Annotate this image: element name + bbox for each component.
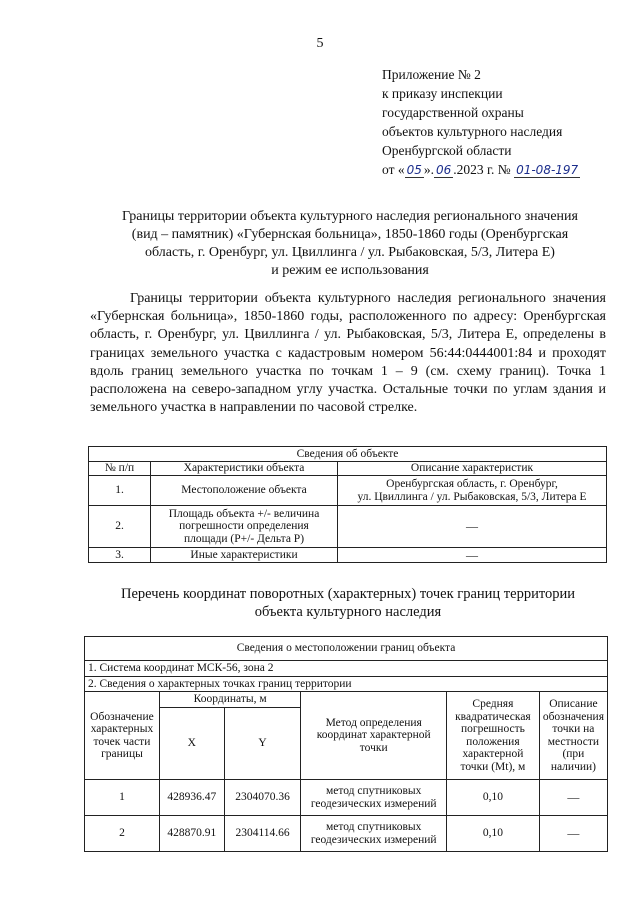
header-line: Средняя xyxy=(472,698,514,710)
header-description xyxy=(539,692,607,780)
appendix-line: Приложение № 2 xyxy=(382,67,481,82)
page-number: 5 xyxy=(316,36,324,51)
point-description: — xyxy=(539,780,607,816)
coord-system: 1. Система координат МСК-56, зона 2 xyxy=(85,661,608,677)
appendix-date-line xyxy=(382,160,580,179)
header-line: точки (Mt), м xyxy=(460,760,526,773)
header-line: характерных xyxy=(90,723,154,735)
table-row xyxy=(89,476,607,506)
header-line: (при xyxy=(562,748,585,760)
table-row xyxy=(85,780,608,816)
char-line: Площадь объекта +/- величина xyxy=(168,507,320,520)
title-line: область, г. Оренбург, ул. Цвиллинга / ул. Рыбаковская, 5/3, Литера Е) xyxy=(145,245,555,260)
appendix-line: государственной охраны xyxy=(382,105,524,120)
header-point xyxy=(85,692,160,780)
row-desc: — xyxy=(338,548,607,563)
char-line: погрешности определения xyxy=(179,520,309,533)
header-line: местности xyxy=(547,735,600,748)
header-error xyxy=(447,692,540,780)
header-line: обозначения xyxy=(542,710,604,723)
mt-value: 0,10 xyxy=(447,816,540,852)
header-line: Метод определения xyxy=(325,716,422,729)
desc-line: Оренбургская область, г. Оренбург, xyxy=(386,478,558,490)
char-line: площади (P+/- Дельта P) xyxy=(183,532,305,545)
document-title xyxy=(90,208,610,280)
intro-paragraph: Границы территории объекта культурного наследия регионального значения «Губернская больница», 1850-1860 годы, расположенного по адресу: Оренбургская область, г. Оренбург, ул. Цвиллинга / ул. Рыбаковская, 5/3, Литера Е, определены в границах земельного участка с кадастровым номером 56:44:0444001:84 и проходят вдоль границ земельного участка по точкам 1 – 9 (см. схему границ). Точка 1 расположена на северо-западном углу участка. Остальные точки по углам здания и земельного участка в направлении по часовой стрелке. xyxy=(90,291,606,416)
coord-x: 428870.91 xyxy=(159,816,224,852)
header-line: точек части xyxy=(93,735,151,748)
method xyxy=(301,780,447,816)
appendix-line: объектов культурного наследия xyxy=(382,124,563,139)
method-line: геодезических измерений xyxy=(310,797,437,810)
object-header-desc: Описание характеристик xyxy=(338,462,607,476)
row-char: Иные характеристики xyxy=(151,548,338,563)
method-line: геодезических измерений xyxy=(310,833,437,846)
object-table-caption: Сведения об объекте xyxy=(89,447,607,462)
list-title-line: Перечень координат поворотных (характерных) точек границ территории xyxy=(120,586,576,602)
list-title-line: объекта культурного наследия xyxy=(254,604,442,620)
header-line: Описание xyxy=(549,698,598,710)
coord-y: 2304070.36 xyxy=(224,780,301,816)
coordinates-list-title xyxy=(88,585,608,621)
coord-y: 2304114.66 xyxy=(224,816,301,852)
header-line: точки xyxy=(359,741,388,754)
header-line: границы xyxy=(101,748,143,760)
row-char xyxy=(151,506,338,548)
mt-value: 0,10 xyxy=(447,780,540,816)
header-method xyxy=(301,692,447,780)
row-desc xyxy=(338,476,607,506)
handwritten-doc-number: 01-08-197 xyxy=(516,163,579,177)
header-line: Обозначение xyxy=(90,710,154,723)
desc-line: ул. Цвиллинга / ул. Рыбаковская, 5/3, Литера Е xyxy=(357,490,587,503)
table-row xyxy=(89,506,607,548)
appendix-header xyxy=(382,65,580,179)
handwritten-month: 06 xyxy=(436,163,452,177)
table-row xyxy=(85,816,608,852)
header-line: координат характерной xyxy=(316,729,431,742)
point-id: 1 xyxy=(85,780,160,816)
title-line: (вид – памятник) «Губернская больница», 1850-1860 годы (Оренбургская xyxy=(131,227,569,242)
header-line: положения xyxy=(466,735,520,748)
appendix-line: к приказу инспекции xyxy=(382,86,503,101)
header-line: точки на xyxy=(552,723,595,735)
header-y: Y xyxy=(224,708,301,780)
row-number: 1. xyxy=(89,476,151,506)
point-description: — xyxy=(539,816,607,852)
header-line: наличии) xyxy=(550,760,596,773)
method-line: метод спутниковых xyxy=(326,785,422,797)
row-desc: — xyxy=(338,506,607,548)
row-number: 3. xyxy=(89,548,151,563)
title-line: Границы территории объекта культурного наследия регионального значения xyxy=(122,209,578,224)
coord-x: 428936.47 xyxy=(159,780,224,816)
date-year: .2023 г. № xyxy=(453,162,511,177)
table-row xyxy=(89,548,607,563)
appendix-line: Оренбургской области xyxy=(382,143,512,158)
header-x: X xyxy=(159,708,224,780)
header-line: характерной xyxy=(462,748,524,760)
header-line: квадратическая xyxy=(455,710,531,723)
date-mid: ». xyxy=(423,162,435,177)
point-id: 2 xyxy=(85,816,160,852)
date-prefix: от « xyxy=(382,162,405,177)
row-char: Местоположение объекта xyxy=(151,476,338,506)
method xyxy=(301,816,447,852)
method-line: метод спутниковых xyxy=(326,821,422,833)
header-line: погрешность xyxy=(460,723,525,735)
handwritten-day: 05 xyxy=(406,163,422,177)
title-line: и режим ее использования xyxy=(271,263,429,278)
header-coordinates: Координаты, м xyxy=(159,692,301,708)
coord-section: 2. Сведения о характерных точках границ территории xyxy=(85,677,608,692)
coord-table-caption: Сведения о местоположении границ объекта xyxy=(85,637,608,661)
coordinates-table xyxy=(84,636,608,852)
row-number: 2. xyxy=(89,506,151,548)
object-header-char: Характеристики объекта xyxy=(151,462,338,476)
object-info-table xyxy=(88,446,607,563)
object-header-num: № п/п xyxy=(89,462,151,476)
